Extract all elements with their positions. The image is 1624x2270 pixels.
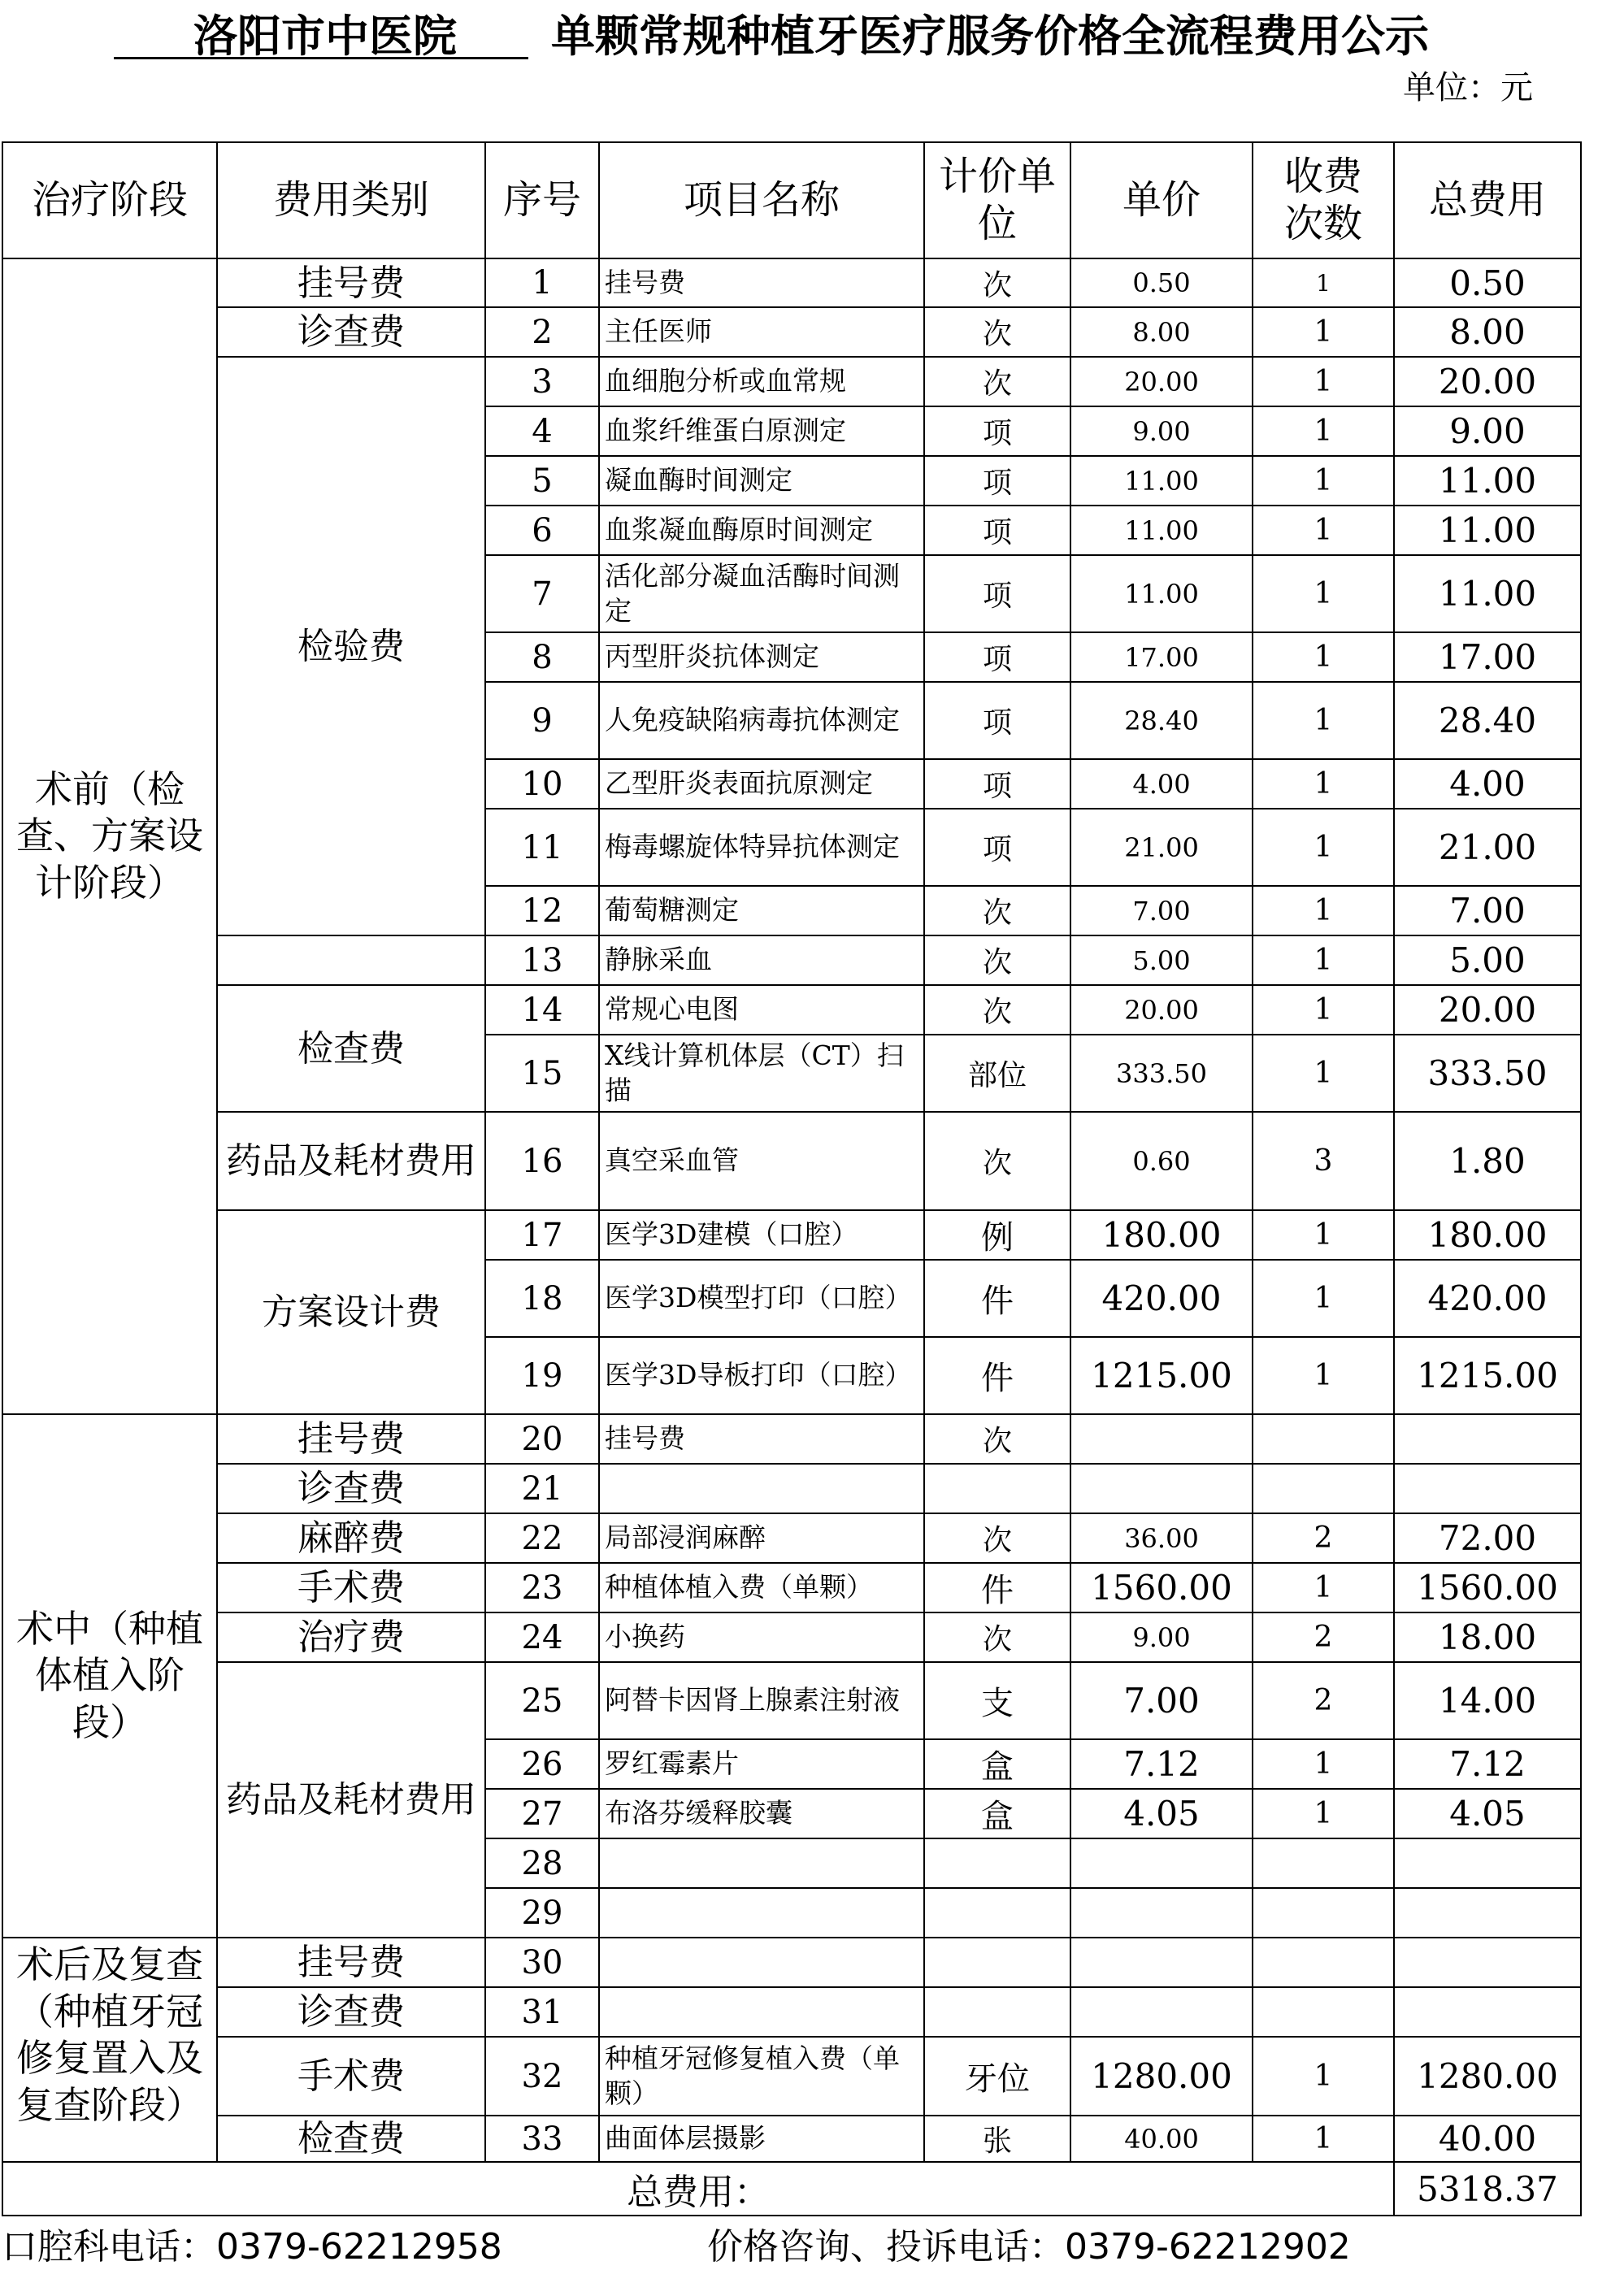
category-cell: 诊查费 [217, 1464, 485, 1513]
item-name-cell: 种植体植入费（单颗） [599, 1563, 924, 1612]
unit-price-cell: 20.00 [1070, 985, 1253, 1035]
table-row [2, 1662, 1581, 1739]
charge-count-cell: 1 [1253, 886, 1394, 935]
seq-cell: 24 [485, 1612, 599, 1662]
charge-count-cell: 1 [1253, 2037, 1394, 2116]
seq-cell: 11 [485, 809, 599, 886]
seq-cell: 4 [485, 406, 599, 456]
unit-price-cell: 4.05 [1070, 1789, 1253, 1838]
unit-price-cell [1070, 1888, 1253, 1938]
pricing-unit-cell: 牙位 [924, 2037, 1070, 2116]
total-fee-cell: 7.00 [1394, 886, 1581, 935]
charge-count-cell: 1 [1253, 682, 1394, 759]
seq-cell: 32 [485, 2037, 599, 2116]
pricing-unit-cell: 件 [924, 1260, 1070, 1337]
item-name-cell [599, 1888, 924, 1938]
total-value: 5318.37 [1394, 2162, 1581, 2216]
seq-cell: 9 [485, 682, 599, 759]
total-fee-cell [1394, 1938, 1581, 1987]
charge-count-cell: 1 [1253, 1739, 1394, 1789]
pricing-unit-cell: 支 [924, 1662, 1070, 1739]
unit-price-cell [1070, 1938, 1253, 1987]
charge-count-cell: 1 [1253, 632, 1394, 682]
item-name-cell: 挂号费 [599, 258, 924, 307]
pricing-unit-cell: 次 [924, 307, 1070, 357]
charge-count-cell: 1 [1253, 809, 1394, 886]
item-name-cell: 活化部分凝血活酶时间测定 [599, 555, 924, 632]
seq-cell: 13 [485, 935, 599, 985]
table-row [2, 357, 1581, 406]
table-row [2, 307, 1581, 357]
category-cell: 检查费 [217, 2116, 485, 2162]
total-fee-cell: 5.00 [1394, 935, 1581, 985]
item-name-cell: 医学3D建模（口腔） [599, 1210, 924, 1260]
header-unit-price: 单价 [1070, 142, 1253, 258]
unit-price-cell: 4.00 [1070, 759, 1253, 809]
total-fee-cell: 21.00 [1394, 809, 1581, 886]
seq-cell: 27 [485, 1789, 599, 1838]
unit-price-cell: 333.50 [1070, 1035, 1253, 1112]
charge-count-cell: 1 [1253, 307, 1394, 357]
seq-cell: 18 [485, 1260, 599, 1337]
item-name-cell: X线计算机体层（CT）扫描 [599, 1035, 924, 1112]
pricing-unit-cell: 项 [924, 809, 1070, 886]
total-fee-cell: 9.00 [1394, 406, 1581, 456]
header-pricing-unit: 计价单位 [924, 142, 1070, 258]
pricing-unit-cell: 次 [924, 886, 1070, 935]
item-name-cell: 葡萄糖测定 [599, 886, 924, 935]
hospital-underline [114, 57, 528, 59]
charge-count-cell: 1 [1253, 985, 1394, 1035]
item-name-cell: 小换药 [599, 1612, 924, 1662]
unit-price-cell: 20.00 [1070, 357, 1253, 406]
pricing-unit-cell: 项 [924, 682, 1070, 759]
item-name-cell: 真空采血管 [599, 1112, 924, 1210]
table-row [2, 2116, 1581, 2162]
table-row [2, 1464, 1581, 1513]
pricing-unit-cell: 次 [924, 258, 1070, 307]
charge-count-cell [1253, 1414, 1394, 1464]
category-cell: 手术费 [217, 1563, 485, 1612]
seq-cell: 30 [485, 1938, 599, 1987]
pricing-unit-cell: 部位 [924, 1035, 1070, 1112]
charge-count-cell: 1 [1253, 1563, 1394, 1612]
pricing-unit-cell [924, 1987, 1070, 2037]
unit-label: 单位：元 [1403, 69, 1533, 106]
total-fee-cell [1394, 1888, 1581, 1938]
total-fee-cell: 4.05 [1394, 1789, 1581, 1838]
category-cell: 药品及耗材费用 [217, 1662, 485, 1938]
seq-cell: 21 [485, 1464, 599, 1513]
item-name-cell: 凝血酶时间测定 [599, 456, 924, 506]
unit-price-cell [1070, 1414, 1253, 1464]
fee-table [2, 141, 1582, 2216]
unit-price-cell: 8.00 [1070, 307, 1253, 357]
pricing-unit-cell: 次 [924, 357, 1070, 406]
total-fee-cell: 1.80 [1394, 1112, 1581, 1210]
unit-price-cell: 7.00 [1070, 886, 1253, 935]
pricing-unit-cell [924, 1464, 1070, 1513]
stage-cell-pre: 术前（检查、方案设计阶段） [2, 258, 217, 1414]
item-name-cell: 人免疫缺陷病毒抗体测定 [599, 682, 924, 759]
seq-cell: 6 [485, 506, 599, 555]
category-cell: 药品及耗材费用 [217, 1112, 485, 1210]
category-cell: 诊查费 [217, 307, 485, 357]
total-fee-cell: 20.00 [1394, 357, 1581, 406]
item-name-cell: 阿替卡因肾上腺素注射液 [599, 1662, 924, 1739]
charge-count-cell [1253, 1987, 1394, 2037]
charge-count-cell: 1 [1253, 1337, 1394, 1414]
total-fee-cell [1394, 1414, 1581, 1464]
seq-cell: 5 [485, 456, 599, 506]
total-fee-cell: 420.00 [1394, 1260, 1581, 1337]
item-name-cell [599, 1464, 924, 1513]
item-name-cell [599, 1987, 924, 2037]
unit-price-cell: 0.60 [1070, 1112, 1253, 1210]
seq-cell: 28 [485, 1838, 599, 1888]
seq-cell: 1 [485, 258, 599, 307]
pricing-unit-cell [924, 1938, 1070, 1987]
footer [0, 2217, 1624, 2266]
item-name-cell: 静脉采血 [599, 935, 924, 985]
unit-price-cell: 1215.00 [1070, 1337, 1253, 1414]
pricing-unit-cell: 盒 [924, 1789, 1070, 1838]
total-fee-cell: 40.00 [1394, 2116, 1581, 2162]
seq-cell: 15 [485, 1035, 599, 1112]
pricing-unit-cell: 次 [924, 985, 1070, 1035]
complaint-phone: 价格咨询、投诉电话：0379-62212902 [707, 2226, 1351, 2268]
seq-cell: 26 [485, 1739, 599, 1789]
item-name-cell [599, 1938, 924, 1987]
seq-cell: 8 [485, 632, 599, 682]
dept-phone: 口腔科电话：0379-62212958 [2, 2226, 502, 2268]
unit-price-cell: 40.00 [1070, 2116, 1253, 2162]
category-cell [217, 935, 485, 985]
charge-count-cell [1253, 1838, 1394, 1888]
seq-cell: 20 [485, 1414, 599, 1464]
item-name-cell: 常规心电图 [599, 985, 924, 1035]
total-fee-cell: 333.50 [1394, 1035, 1581, 1112]
total-fee-cell [1394, 1464, 1581, 1513]
category-cell: 方案设计费 [217, 1210, 485, 1414]
category-cell: 检验费 [217, 357, 485, 935]
header-row [2, 142, 1581, 258]
seq-cell: 3 [485, 357, 599, 406]
total-fee-cell: 18.00 [1394, 1612, 1581, 1662]
seq-cell: 17 [485, 1210, 599, 1260]
charge-count-cell [1253, 1888, 1394, 1938]
pricing-unit-cell: 例 [924, 1210, 1070, 1260]
header-stage: 治疗阶段 [2, 142, 217, 258]
table-row [2, 2037, 1581, 2116]
item-name-cell: 血浆纤维蛋白原测定 [599, 406, 924, 456]
category-cell: 挂号费 [217, 1938, 485, 1987]
unit-price-cell [1070, 1987, 1253, 2037]
total-fee-cell: 11.00 [1394, 555, 1581, 632]
table-row [2, 1112, 1581, 1210]
table-row [2, 1513, 1581, 1563]
charge-count-cell: 1 [1253, 456, 1394, 506]
unit-price-cell [1070, 1838, 1253, 1888]
table-row [2, 1414, 1581, 1464]
pricing-unit-cell: 项 [924, 759, 1070, 809]
charge-count-cell [1253, 1464, 1394, 1513]
total-fee-cell: 4.00 [1394, 759, 1581, 809]
pricing-unit-cell: 项 [924, 506, 1070, 555]
unit-price-cell: 180.00 [1070, 1210, 1253, 1260]
stage-cell-post: 术后及复查（种植牙冠修复置入及复查阶段） [2, 1938, 217, 2162]
seq-cell: 14 [485, 985, 599, 1035]
unit-price-cell: 420.00 [1070, 1260, 1253, 1337]
total-fee-cell: 1280.00 [1394, 2037, 1581, 2116]
unit-price-cell: 28.40 [1070, 682, 1253, 759]
seq-cell: 31 [485, 1987, 599, 2037]
unit-price-cell: 11.00 [1070, 456, 1253, 506]
unit-price-cell [1070, 1464, 1253, 1513]
item-name-cell: 医学3D导板打印（口腔） [599, 1337, 924, 1414]
unit-price-cell: 9.00 [1070, 1612, 1253, 1662]
unit-price-cell: 1560.00 [1070, 1563, 1253, 1612]
item-name-cell: 乙型肝炎表面抗原测定 [599, 759, 924, 809]
unit-price-cell: 21.00 [1070, 809, 1253, 886]
item-name-cell: 医学3D模型打印（口腔） [599, 1260, 924, 1337]
total-fee-cell: 28.40 [1394, 682, 1581, 759]
pricing-unit-cell: 次 [924, 1112, 1070, 1210]
item-name-cell: 丙型肝炎抗体测定 [599, 632, 924, 682]
hospital-name: 洛阳市中医院 [193, 11, 457, 62]
charge-count-cell: 2 [1253, 1662, 1394, 1739]
document-title: 单颗常规种植牙医疗服务价格全流程费用公示 [551, 11, 1429, 62]
item-name-cell: 罗红霉素片 [599, 1739, 924, 1789]
total-fee-cell: 11.00 [1394, 506, 1581, 555]
total-label: 总费用： [2, 2162, 1394, 2216]
pricing-unit-cell: 张 [924, 2116, 1070, 2162]
item-name-cell: 主任医师 [599, 307, 924, 357]
total-fee-cell: 7.12 [1394, 1739, 1581, 1789]
total-fee-cell [1394, 1987, 1581, 2037]
seq-cell: 22 [485, 1513, 599, 1563]
charge-count-cell: 1 [1253, 506, 1394, 555]
category-cell: 挂号费 [217, 258, 485, 307]
seq-cell: 33 [485, 2116, 599, 2162]
table-row [2, 985, 1581, 1035]
table-row [2, 258, 1581, 307]
pricing-unit-cell: 次 [924, 935, 1070, 985]
unit-price-cell: 5.00 [1070, 935, 1253, 985]
header-item-name: 项目名称 [599, 142, 924, 258]
pricing-unit-cell: 盒 [924, 1739, 1070, 1789]
charge-count-cell: 1 [1253, 357, 1394, 406]
total-fee-cell: 1215.00 [1394, 1337, 1581, 1414]
table-row [2, 1210, 1581, 1260]
pricing-unit-cell: 件 [924, 1337, 1070, 1414]
total-fee-cell: 180.00 [1394, 1210, 1581, 1260]
seq-cell: 29 [485, 1888, 599, 1938]
item-name-cell: 曲面体层摄影 [599, 2116, 924, 2162]
charge-count-cell: 1 [1253, 1789, 1394, 1838]
pricing-unit-cell [924, 1888, 1070, 1938]
unit-price-cell: 36.00 [1070, 1513, 1253, 1563]
seq-cell: 2 [485, 307, 599, 357]
charge-count-cell: 1 [1253, 759, 1394, 809]
table-row [2, 1612, 1581, 1662]
seq-cell: 12 [485, 886, 599, 935]
item-name-cell: 血浆凝血酶原时间测定 [599, 506, 924, 555]
charge-count-cell: 1 [1253, 935, 1394, 985]
pricing-unit-cell: 项 [924, 456, 1070, 506]
table-row [2, 1987, 1581, 2037]
charge-count-cell: 1 [1253, 1260, 1394, 1337]
unit-price-cell: 0.50 [1070, 258, 1253, 307]
unit-price-cell: 17.00 [1070, 632, 1253, 682]
charge-count-cell: 2 [1253, 1513, 1394, 1563]
total-row [2, 2162, 1581, 2216]
charge-count-cell: 1 [1253, 2116, 1394, 2162]
pricing-unit-cell: 次 [924, 1414, 1070, 1464]
charge-count-cell: 2 [1253, 1612, 1394, 1662]
total-fee-cell: 1560.00 [1394, 1563, 1581, 1612]
header-seq: 序号 [485, 142, 599, 258]
table-row [2, 1563, 1581, 1612]
item-name-cell: 布洛芬缓释胶囊 [599, 1789, 924, 1838]
pricing-unit-cell: 项 [924, 632, 1070, 682]
category-cell: 诊查费 [217, 1987, 485, 2037]
unit-price-cell: 7.00 [1070, 1662, 1253, 1739]
header-total-fee: 总费用 [1394, 142, 1581, 258]
pricing-unit-cell: 件 [924, 1563, 1070, 1612]
charge-count-cell [1253, 1938, 1394, 1987]
category-cell: 检查费 [217, 985, 485, 1112]
header-category: 费用类别 [217, 142, 485, 258]
charge-count-cell: 1 [1253, 406, 1394, 456]
unit-price-cell: 11.00 [1070, 506, 1253, 555]
unit-price-cell: 7.12 [1070, 1739, 1253, 1789]
seq-cell: 16 [485, 1112, 599, 1210]
pricing-unit-cell: 项 [924, 555, 1070, 632]
category-cell: 手术费 [217, 2037, 485, 2116]
total-fee-cell: 14.00 [1394, 1662, 1581, 1739]
item-name-cell: 血细胞分析或血常规 [599, 357, 924, 406]
item-name-cell: 局部浸润麻醉 [599, 1513, 924, 1563]
seq-cell: 23 [485, 1563, 599, 1612]
charge-count-cell: 1 [1253, 1210, 1394, 1260]
item-name-cell: 种植牙冠修复植入费（单颗） [599, 2037, 924, 2116]
charge-count-cell: 1 [1253, 555, 1394, 632]
category-cell: 麻醉费 [217, 1513, 485, 1563]
total-fee-cell: 0.50 [1394, 258, 1581, 307]
total-fee-cell: 11.00 [1394, 456, 1581, 506]
unit-price-cell: 9.00 [1070, 406, 1253, 456]
pricing-unit-cell [924, 1838, 1070, 1888]
total-fee-cell [1394, 1838, 1581, 1888]
header-charge-count: 收费次数 [1253, 142, 1394, 258]
stage-cell-mid: 术中（种植体植入阶段） [2, 1414, 217, 1938]
charge-count-cell: 1 [1253, 1035, 1394, 1112]
table-row [2, 935, 1581, 985]
item-name-cell: 梅毒螺旋体特异抗体测定 [599, 809, 924, 886]
total-fee-cell: 20.00 [1394, 985, 1581, 1035]
seq-cell: 25 [485, 1662, 599, 1739]
category-cell: 挂号费 [217, 1414, 485, 1464]
total-fee-cell: 8.00 [1394, 307, 1581, 357]
item-name-cell [599, 1838, 924, 1888]
total-fee-cell: 72.00 [1394, 1513, 1581, 1563]
seq-cell: 10 [485, 759, 599, 809]
charge-count-cell: 1 [1253, 258, 1394, 307]
category-cell: 治疗费 [217, 1612, 485, 1662]
seq-cell: 19 [485, 1337, 599, 1414]
pricing-unit-cell: 次 [924, 1513, 1070, 1563]
item-name-cell: 挂号费 [599, 1414, 924, 1464]
pricing-unit-cell: 次 [924, 1612, 1070, 1662]
seq-cell: 7 [485, 555, 599, 632]
unit-price-cell: 1280.00 [1070, 2037, 1253, 2116]
total-fee-cell: 17.00 [1394, 632, 1581, 682]
document-header [0, 0, 1624, 65]
unit-price-cell: 11.00 [1070, 555, 1253, 632]
pricing-unit-cell: 项 [924, 406, 1070, 456]
table-row [2, 1938, 1581, 1987]
charge-count-cell: 3 [1253, 1112, 1394, 1210]
